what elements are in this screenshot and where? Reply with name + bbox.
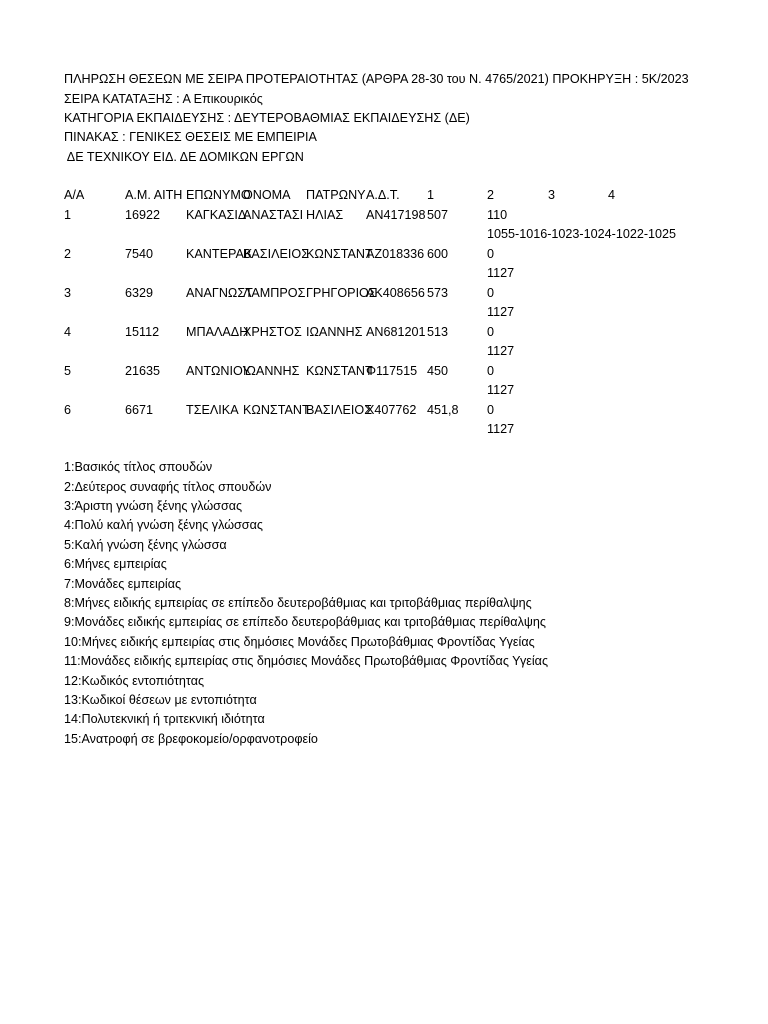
col-header-3: 3 <box>548 188 556 202</box>
row-aa: 5 <box>64 364 72 378</box>
row-aa: 6 <box>64 403 72 417</box>
row-father: ΙΩΑΝΝΗΣ <box>306 325 363 339</box>
row-surname: ΑΝΑΓΝΩΣΤ <box>186 286 253 300</box>
row-aa: 1 <box>64 208 72 222</box>
row-am: 15112 <box>125 325 160 339</box>
row-aa: 3 <box>64 286 72 300</box>
row-aa: 4 <box>64 325 72 339</box>
row-position-codes: 1127 <box>487 266 515 280</box>
legend-item: 2:Δεύτερος συναφής τίτλος σπουδών <box>64 480 272 494</box>
col-header-1: 1 <box>427 188 435 202</box>
row-father: ΚΩΝΣΤΑΝΤ <box>306 247 373 261</box>
legend-item: 3:Άριστη γνώση ξένης γλώσσας <box>64 499 243 513</box>
row-name: ΧΡΗΣΤΟΣ <box>243 325 302 339</box>
row-position-codes: 1127 <box>487 422 515 436</box>
legend-item: 7:Μονάδες εμπειρίας <box>64 577 182 591</box>
row-position-codes: 1127 <box>487 305 515 319</box>
legend-item: 1:Βασικός τίτλος σπουδών <box>64 460 213 474</box>
legend-item: 8:Μήνες ειδικής εμπειρίας σε επίπεδο δευτεροβάθμιας και τριτοβάθμιας περίθαλψης <box>64 596 532 610</box>
row-aa: 2 <box>64 247 72 261</box>
row-col2: 0 <box>487 286 495 300</box>
row-col1: 600 <box>427 247 449 261</box>
col-header-adt: Α.Δ.Τ. <box>366 188 400 202</box>
row-name: ΒΑΣΙΛΕΙΟΣ <box>243 247 309 261</box>
legend-item: 13:Κωδικοί θέσεων με εντοπιότητα <box>64 693 257 707</box>
row-position-codes: 1127 <box>487 344 515 358</box>
row-am: 6671 <box>125 403 154 417</box>
col-header-am: Α.Μ. ΑΙΤΗ <box>125 188 183 202</box>
row-adt: Φ117515 <box>366 364 418 378</box>
row-am: 21635 <box>125 364 161 378</box>
table-type: ΠΙΝΑΚΑΣ : ΓΕΝΙΚΕΣ ΘΕΣΕΙΣ ΜΕ ΕΜΠΕΙΡΙΑ <box>64 130 317 144</box>
row-adt: ΑΚ408656 <box>366 286 425 300</box>
row-am: 7540 <box>125 247 154 261</box>
col-header-surname: ΕΠΩΝΥΜΟ <box>186 188 251 202</box>
row-position-codes: 1127 <box>487 383 515 397</box>
row-am: 16922 <box>125 208 161 222</box>
row-col1: 450 <box>427 364 449 378</box>
row-surname: ΑΝΤΩΝΙΟΥ <box>186 364 251 378</box>
row-adt: Χ407762 <box>366 403 417 417</box>
row-surname: ΚΑΓΚΑΣΙΔ <box>186 208 247 222</box>
row-name: ΑΝΑΣΤΑΣΙ <box>243 208 304 222</box>
legend-item: 12:Κωδικός εντοπιότητας <box>64 674 205 688</box>
education-category: ΚΑΤΗΓΟΡΙΑ ΕΚΠΑΙΔΕΥΣΗΣ : ΔΕΥΤΕΡΟΒΑΘΜΙΑΣ ΕΚΠΑΙΔΕΥΣΗΣ (ΔΕ) <box>64 111 470 125</box>
row-surname: ΤΣΕΛΙΚΑ <box>186 403 239 417</box>
row-col2: 0 <box>487 247 495 261</box>
legend-item: 9:Μονάδες ειδικής εμπειρίας σε επίπεδο δευτεροβάθμιας και τριτοβάθμιας περίθαλψης <box>64 615 546 629</box>
row-adt: ΑΝ417198 <box>366 208 426 222</box>
row-name: ΛΑΜΠΡΟΣ <box>243 286 306 300</box>
row-col2: 0 <box>487 364 495 378</box>
row-father: ΓΡΗΓΟΡΙΟΣ <box>306 286 377 300</box>
col-header-name: ΟΝΟΜΑ <box>243 188 291 202</box>
row-surname: ΚΑΝΤΕΡΑΚ <box>186 247 253 261</box>
row-adt: ΑΝ681201 <box>366 325 426 339</box>
row-father: ΗΛΙΑΣ <box>306 208 344 222</box>
row-father: ΒΑΣΙΛΕΙΟΣ <box>306 403 372 417</box>
col-header-father: ΠΑΤΡΩΝΥ <box>306 188 366 202</box>
row-col2: 0 <box>487 325 495 339</box>
specialty: ΔΕ ΤΕΧΝΙΚΟΥ ΕΙΔ. ΔΕ ΔΟΜΙΚΩΝ ΕΡΓΩΝ <box>64 150 304 164</box>
document-title: ΠΛΗΡΩΣΗ ΘΕΣΕΩΝ ΜΕ ΣΕΙΡΑ ΠΡΟΤΕΡΑΙΟΤΗΤΑΣ (ΑΡΘΡΑ 28-30 του Ν. 4765/2021) ΠΡΟΚΗΡΥΞΗ : 5Κ/2023 <box>64 72 689 86</box>
row-name: ΚΩΝΣΤΑΝΤ <box>243 403 310 417</box>
row-col1: 513 <box>427 325 449 339</box>
legend-item: 10:Μήνες ειδικής εμπειρίας στις δημόσιες Μονάδες Πρωτοβάθμιας Φροντίδας Υγείας <box>64 635 535 649</box>
row-col2: 110 <box>487 208 508 222</box>
row-col1: 507 <box>427 208 449 222</box>
col-header-2: 2 <box>487 188 495 202</box>
row-father: ΚΩΝΣΤΑΝΤ <box>306 364 373 378</box>
row-adt: ΑΖ018336 <box>366 247 425 261</box>
col-header-4: 4 <box>608 188 616 202</box>
legend-item: 6:Μήνες εμπειρίας <box>64 557 167 571</box>
legend-item: 11:Μονάδες ειδικής εμπειρίας στις δημόσιες Μονάδες Πρωτοβάθμιας Φροντίδας Υγείας <box>64 654 549 668</box>
ranking-series: ΣΕΙΡΑ ΚΑΤΑΤΑΞΗΣ : Α Επικουρικός <box>64 92 263 106</box>
row-col1: 573 <box>427 286 449 300</box>
legend-item: 5:Καλή γνώση ξένης γλώσσα <box>64 538 227 552</box>
row-name: ΙΩΑΝΝΗΣ <box>243 364 300 378</box>
legend-item: 4:Πολύ καλή γνώση ξένης γλώσσας <box>64 518 263 532</box>
row-col1: 451,8 <box>427 403 459 417</box>
row-col2: 0 <box>487 403 495 417</box>
col-header-aa: Α/Α <box>64 188 85 202</box>
row-position-codes: 1055-1016-1023-1024-1022-1025 <box>487 227 677 241</box>
legend-item: 14:Πολυτεκνική ή τριτεκνική ιδιότητα <box>64 712 265 726</box>
row-surname: ΜΠΑΛΑΔΗ <box>186 325 249 339</box>
row-am: 6329 <box>125 286 154 300</box>
legend-item: 15:Ανατροφή σε βρεφοκομείο/ορφανοτροφείο <box>64 732 318 746</box>
